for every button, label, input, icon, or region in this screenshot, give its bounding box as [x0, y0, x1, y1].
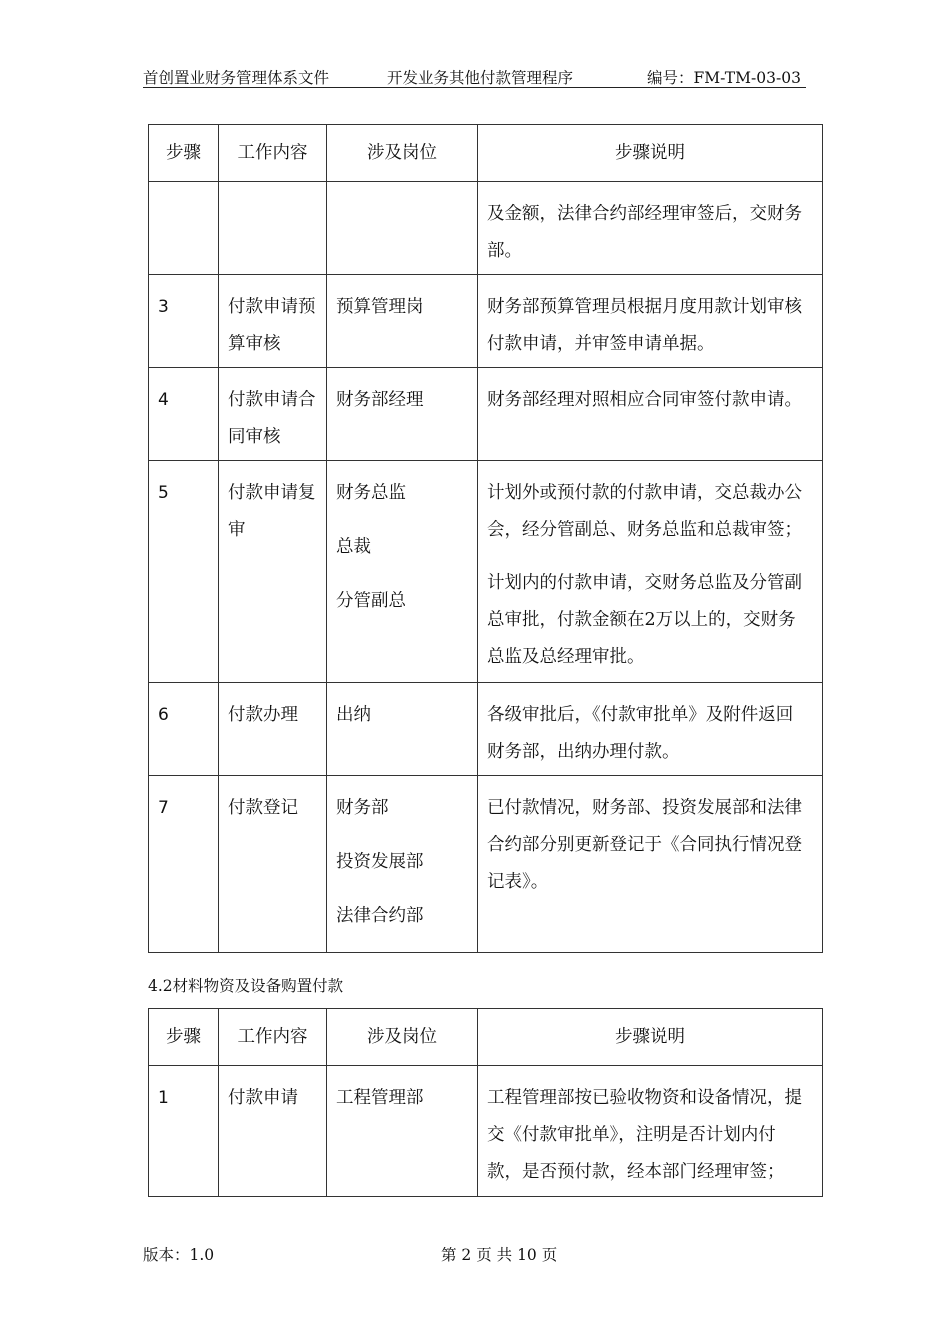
description-line: 记表》。	[487, 872, 549, 892]
step-number: 7	[158, 798, 169, 818]
header-doc-title: 开发业务其他付款管理程序	[387, 69, 574, 87]
step-number-cell	[149, 461, 219, 683]
role-line: 财务部经理	[336, 390, 424, 410]
description-line: 总监及总经理审批。	[487, 647, 645, 667]
role-line: 分管副总	[336, 591, 406, 611]
role-line: 财务部	[336, 798, 389, 818]
step-number-cell	[149, 275, 219, 368]
column-header-roles: 涉及岗位	[327, 1009, 478, 1066]
work-content-line: 算审核	[228, 334, 281, 354]
section-title: 4.2材料物资及设备购置付款	[148, 977, 344, 995]
roles-cell	[327, 368, 478, 461]
work-content-line: 审	[228, 520, 246, 540]
table-row	[149, 776, 823, 953]
step-number: 1	[158, 1088, 169, 1108]
step-number-cell	[149, 368, 219, 461]
role-line: 预算管理岗	[336, 297, 424, 317]
description-line: 财务部预算管理员根据月度用款计划审核	[487, 297, 802, 317]
description-line: 财务部，出纳办理付款。	[487, 742, 680, 762]
column-header-content: 工作内容	[219, 125, 327, 182]
description-line: 合约部分别更新登记于《合同执行情况登	[487, 835, 802, 855]
work-content-cell	[219, 275, 327, 368]
page-header	[143, 64, 806, 88]
step-number-cell	[149, 182, 219, 275]
roles-cell	[327, 683, 478, 776]
work-content-line: 付款申请合	[228, 390, 316, 410]
description-line: 各级审批后，《付款审批单》及附件返回	[487, 705, 794, 725]
work-content-cell	[219, 776, 327, 953]
column-header-step: 步骤	[149, 1009, 219, 1066]
description-line: 及金额，法律合约部经理审签后，交财务	[487, 204, 802, 224]
work-content-cell	[219, 1066, 327, 1197]
table-header-row	[149, 1009, 823, 1066]
roles-cell	[327, 461, 478, 683]
step-number-cell	[149, 683, 219, 776]
role-line: 工程管理部	[336, 1088, 424, 1108]
column-header-description: 步骤说明	[478, 1009, 823, 1066]
description-line: 计划内的付款申请，交财务总监及分管副	[487, 573, 802, 593]
role-line: 法律合约部	[336, 906, 424, 926]
description-line: 财务部经理对照相应合同审签付款申请。	[487, 390, 802, 410]
work-content-line: 付款办理	[228, 705, 298, 725]
step-number: 5	[158, 483, 169, 503]
description-line: 部。	[487, 241, 522, 261]
role-line: 出纳	[336, 705, 371, 725]
table-row	[149, 182, 823, 275]
column-header-description: 步骤说明	[478, 125, 823, 182]
table-header-row	[149, 125, 823, 182]
column-header-step: 步骤	[149, 125, 219, 182]
description-cell	[478, 683, 823, 776]
table-row	[149, 275, 823, 368]
roles-cell	[327, 776, 478, 953]
paragraph-gap	[487, 549, 822, 565]
step-number: 6	[158, 705, 169, 725]
description-line: 工程管理部按已验收物资和设备情况，提	[487, 1088, 802, 1108]
table-row	[149, 368, 823, 461]
header-doc-number: 编号：FM-TM-03-03	[647, 69, 801, 87]
procedure-table-2	[148, 1008, 823, 1197]
work-content-line: 付款申请复	[228, 483, 316, 503]
footer-page-number: 第 2 页 共 10 页	[441, 1246, 558, 1264]
description-line: 会，经分管副总、财务总监和总裁审签；	[487, 520, 802, 540]
table-row	[149, 461, 823, 683]
table-row	[149, 683, 823, 776]
description-cell	[478, 461, 823, 683]
work-content-cell	[219, 182, 327, 275]
description-line: 计划外或预付款的付款申请，交总裁办公	[487, 483, 802, 503]
footer-version: 版本：1.0	[143, 1246, 215, 1264]
description-cell	[478, 368, 823, 461]
work-content-line: 付款申请预	[228, 297, 316, 317]
description-line: 款，是否预付款，经本部门经理审签；	[487, 1162, 785, 1182]
role-line: 总裁	[336, 537, 371, 557]
column-header-content: 工作内容	[219, 1009, 327, 1066]
role-line: 财务总监	[336, 483, 406, 503]
header-doc-system: 首创置业财务管理体系文件	[143, 69, 330, 87]
description-cell	[478, 182, 823, 275]
description-cell	[478, 1066, 823, 1197]
description-line: 交《付款审批单》，注明是否计划内付	[487, 1125, 776, 1145]
column-header-roles: 涉及岗位	[327, 125, 478, 182]
description-cell	[478, 776, 823, 953]
work-content-line: 付款登记	[228, 798, 298, 818]
step-number: 4	[158, 390, 169, 410]
roles-cell	[327, 182, 478, 275]
step-number-cell	[149, 1066, 219, 1197]
work-content-cell	[219, 461, 327, 683]
roles-cell	[327, 1066, 478, 1197]
work-content-line: 同审核	[228, 427, 281, 447]
description-line: 已付款情况，财务部、投资发展部和法律	[487, 798, 802, 818]
work-content-line: 付款申请	[228, 1088, 298, 1108]
role-line: 投资发展部	[336, 852, 424, 872]
description-line: 付款申请，并审签申请单据。	[487, 334, 715, 354]
roles-cell	[327, 275, 478, 368]
description-line: 总审批，付款金额在2万以上的，交财务	[487, 610, 796, 630]
work-content-cell	[219, 368, 327, 461]
step-number: 3	[158, 297, 169, 317]
description-cell	[478, 275, 823, 368]
step-number-cell	[149, 776, 219, 953]
work-content-cell	[219, 683, 327, 776]
step-number	[158, 196, 218, 233]
procedure-table-1	[148, 124, 823, 953]
table-row	[149, 1066, 823, 1197]
